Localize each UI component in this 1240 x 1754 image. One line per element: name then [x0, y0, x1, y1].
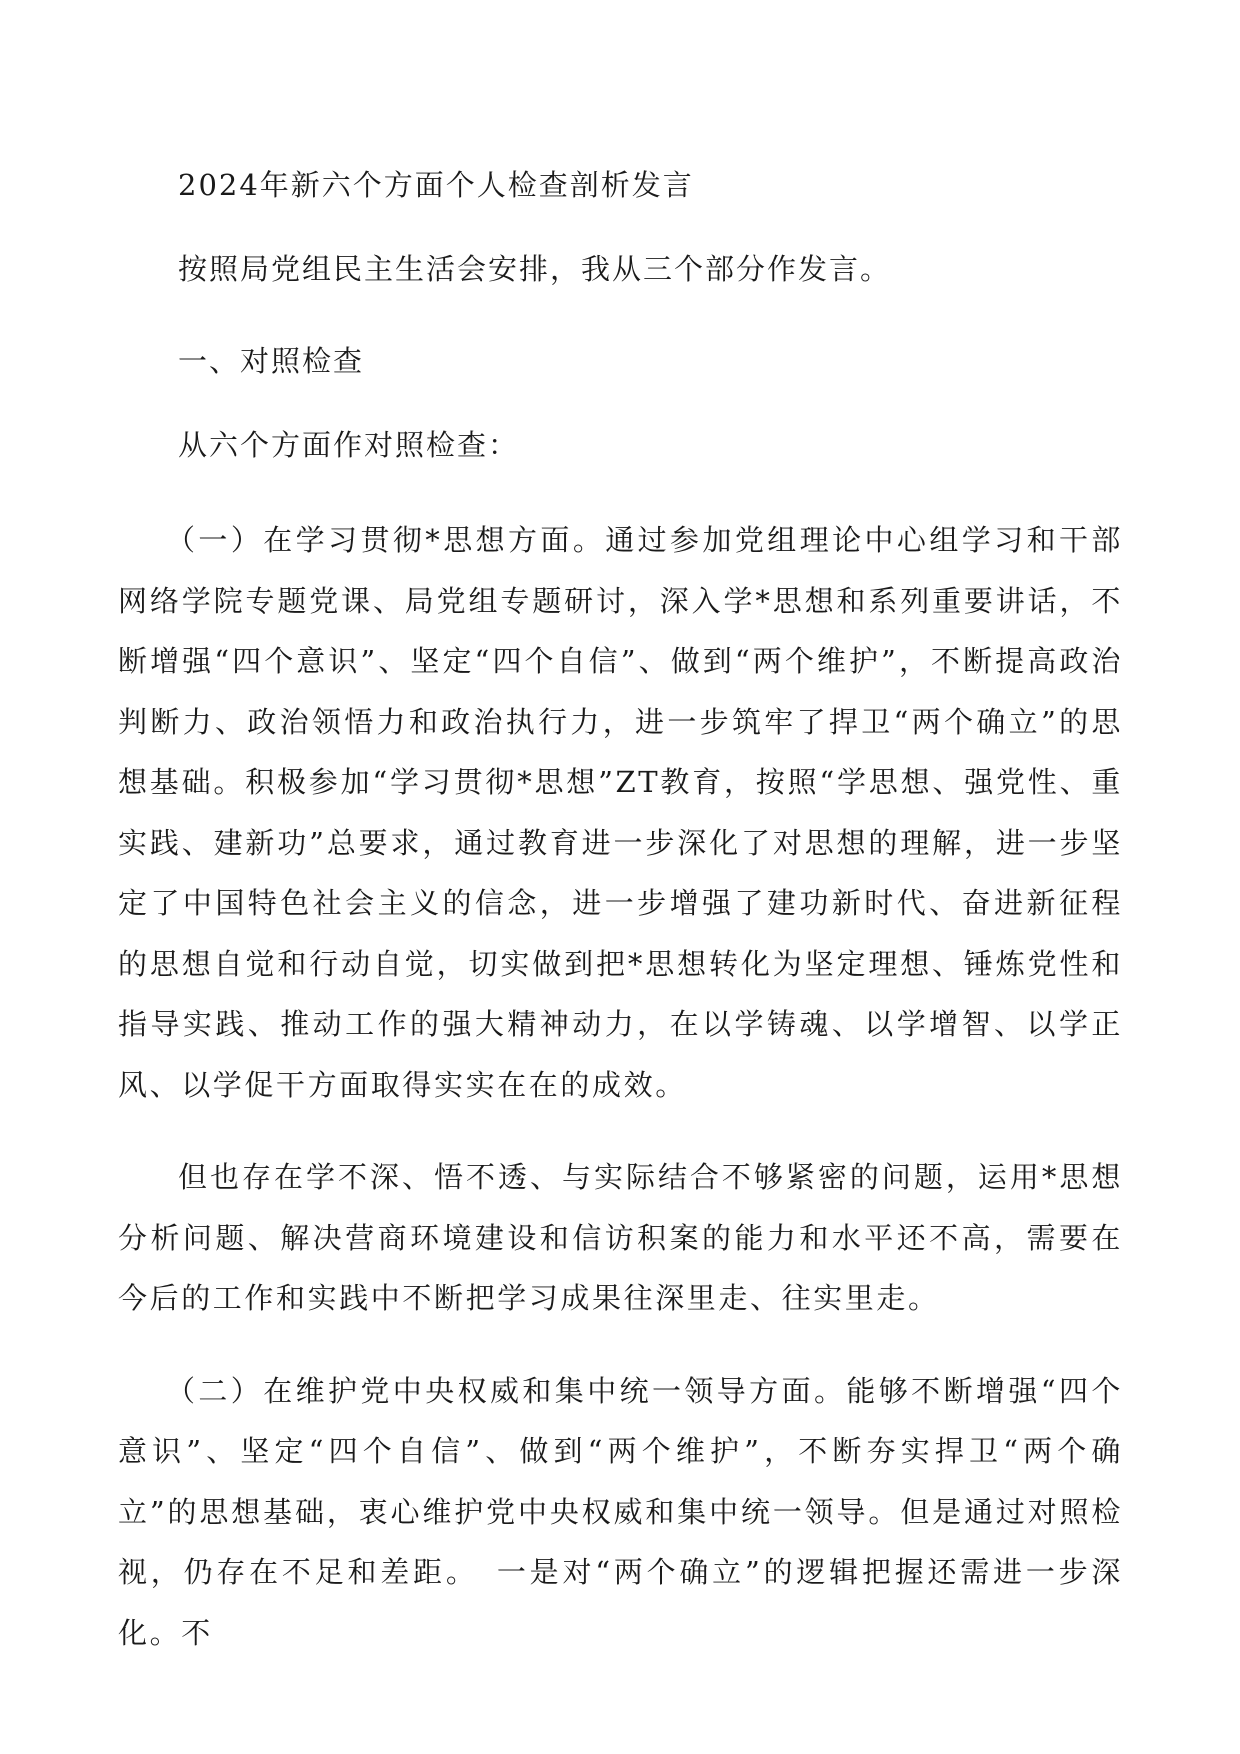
- paragraph-central-authority: （二）在维护党中央权威和集中统一领导方面。能够不断增强“四个意识”、坚定“四个自信”、做到“两个维护”，不断夯实捍卫“两个确立”的思想基础，衷心维护党中央权威和集中统一领导。但是通过对照检视，仍存在不足和差距。 一是对“两个确立”的逻辑把握还需进一步深化。不: [118, 1373, 1123, 1650]
- intro-paragraph: 按照局党组民主生活会安排，我从三个部分作发言。: [178, 252, 892, 286]
- paragraph-study: （一）在学习贯彻*思想方面。通过参加党组理论中心组学习和干部网络学院专题党课、局党组专题研讨，深入学*思想和系列重要讲话，不断增强“四个意识”、坚定“四个自信”、做到“两个维护”，不断提高政治判断力、政治领悟力和政治执行力，进一步筑牢了捍卫“两个确立”的思想基础。积极参加“学习贯彻*思想”ZT教育，按照“学思想、强党性、重实践、建新功”总要求，通过教育进一步深化了对思想的理解，进一步坚定了中国特色社会主义的信念，进一步增强了建功新时代、奋进新征程的思想自觉和行动自觉，切实做到把*思想转化为坚定理想、锤炼党性和指导实践、推动工作的强大精神动力，在以学铸魂、以学增智、以学正风、以学促干方面取得实实在在的成效。: [118, 523, 1123, 1102]
- paragraph-shortcomings: 但也存在学不深、悟不透、与实际结合不够紧密的问题，运用*思想分析问题、解决营商环境建设和信访积案的能力和水平还不高，需要在今后的工作和实践中不断把学习成果往深里走、往实里走。: [118, 1160, 1123, 1315]
- section-lead: 从六个方面作对照检查：: [178, 428, 520, 462]
- document-body: [118, 168, 1123, 1663]
- section-heading: 一、对照检查: [178, 344, 365, 378]
- document-title: 2024年新六个方面个人检查剖析发言: [178, 168, 694, 202]
